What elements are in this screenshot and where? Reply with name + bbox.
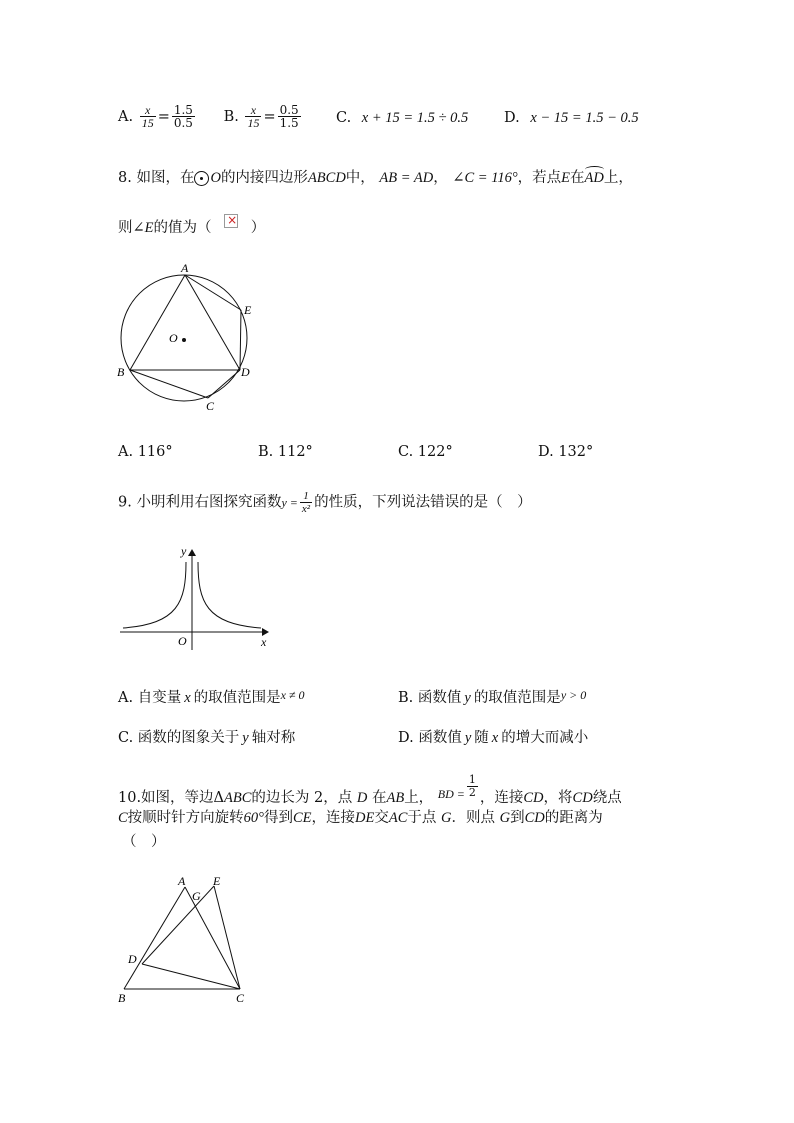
q8-circle-figure xyxy=(112,258,262,416)
segment-ed xyxy=(240,310,241,370)
label-a: A xyxy=(178,874,186,888)
label-c: C xyxy=(206,399,215,413)
segment-ae xyxy=(185,275,241,310)
circle-symbol-icon xyxy=(194,171,209,186)
center-point xyxy=(182,338,186,342)
label-a: A xyxy=(181,261,189,275)
q9-option-b[interactable]: B. 函数值 y 的取值范围是$^{y > 0}$ xyxy=(398,688,587,706)
segment-dc xyxy=(142,964,240,989)
q8-stem-line1: 8. 如图，在 O的内接四边形ABCD中， AB = AD， ∠C = 116°，若点E在AD上， xyxy=(118,170,633,186)
q9-stem: 9. 小明利用右图探究函数y = $\frac{1}{\text{x²}}$ 的性质，下列说法错误的是（ ） xyxy=(118,490,532,515)
q10-triangle-figure xyxy=(112,870,262,1010)
curve-right xyxy=(198,562,261,628)
q7-option-b[interactable]: B. $\frac{x}{15}$ = $\frac{0.5}{1.5}$ xyxy=(223,103,299,130)
q9-function-graph xyxy=(118,542,276,652)
label-origin: O xyxy=(178,634,187,648)
arc-ad: AD xyxy=(584,170,604,186)
q9-option-d[interactable]: D. 函数值 y 随 x 的增大而减小 xyxy=(398,730,589,746)
segment-bc xyxy=(130,370,208,398)
label-x: x xyxy=(261,635,267,649)
q9-option-a[interactable]: A. 自变量 x 的取值范围是$^{x \ne 0}$ xyxy=(118,688,305,706)
label-e: E xyxy=(213,874,221,888)
q7-options xyxy=(118,104,303,129)
label-y: y xyxy=(181,544,187,558)
q10-answer-blank[interactable]: （ ） xyxy=(122,834,166,850)
segment-ec xyxy=(214,886,240,989)
segment-de xyxy=(142,886,214,964)
q8-option-c[interactable]: C. 122° xyxy=(398,444,453,460)
q10-stem-line1: 10.如图，等边ΔABC的边长为 2，点 D 在AB上， $^{BD =}$ $\frac{1}{2}$ ，连接CD，将CD绕点 xyxy=(118,773,622,806)
label-c: C xyxy=(236,991,245,1005)
label-b: B xyxy=(117,365,125,379)
q8-stem-line2: 则∠E的值为（ × ） xyxy=(118,214,265,237)
curve-left xyxy=(123,562,186,628)
q8-option-d[interactable]: D. 132° xyxy=(538,444,594,460)
q8-option-a[interactable]: A. 116° xyxy=(118,444,173,460)
label-o: O xyxy=(169,331,178,345)
q8-option-b[interactable]: B. 112° xyxy=(258,444,313,460)
q10-stem-line2: C按顺时针方向旋转60°得到CE，连接DE交AC于点 G．则点 G到CD的距离为 xyxy=(118,810,603,826)
q9-option-c[interactable]: C. 函数的图象关于 y 轴对称 xyxy=(118,730,296,746)
segment-ab xyxy=(124,887,185,989)
label-e: E xyxy=(244,303,252,317)
q7-option-c[interactable]: C. x + 15 = 1.5 ÷ 0.5 xyxy=(336,110,469,126)
label-b: B xyxy=(118,991,126,1005)
segment-ab xyxy=(130,275,185,370)
label-g: G xyxy=(192,889,201,903)
q7-option-a[interactable]: A. $\frac{x}{15}$ = $\frac{1.5}{0.5}$ xyxy=(118,103,193,130)
segment-ad xyxy=(185,275,240,370)
label-d: D xyxy=(128,952,137,966)
q7-option-d[interactable]: D. x − 15 = 1.5 − 0.5 xyxy=(504,110,639,126)
broken-image-icon xyxy=(224,214,238,228)
segment-cd xyxy=(208,370,240,398)
label-d: D xyxy=(241,365,250,379)
